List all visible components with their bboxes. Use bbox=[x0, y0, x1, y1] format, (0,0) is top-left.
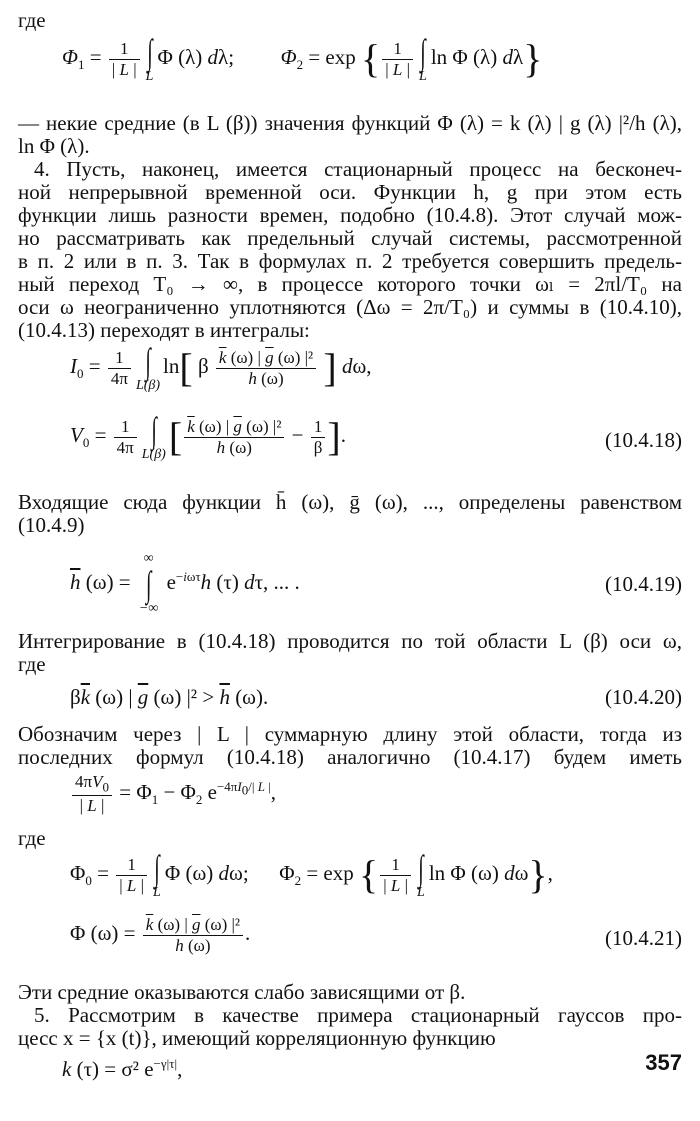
paragraph-line: где bbox=[18, 652, 46, 676]
paragraph-line: 4. Пусть, наконец, имеется стационарный процесс на бесконеч- bbox=[34, 157, 682, 181]
paragraph-line: оси ω неограниченно уплотняются (Δω = 2π/T₀) и суммы в (10.4.10), bbox=[18, 295, 682, 319]
paragraph-line: Интегрирование в (10.4.18) проводится по той области L (β) оси ω, bbox=[18, 629, 682, 653]
equation-number: (10.4.18) bbox=[605, 428, 682, 452]
paragraph-line: функции лишь разности времен, подобно (10.4.8). Этот случай мож- bbox=[18, 203, 682, 227]
equation-phi-means: $\Phi_1$ = $\frac{1}{| L |}$ ∫ L Φ (λ) dλ; $\Phi_2 = \exp$ { $\frac{1}{| L |}$ ∫ L ln Φ (λ) dλ} bbox=[62, 32, 543, 84]
equation-I0: $I_0$ = $\frac{1}{4\pi}$ ∫ L(β) ln[ β $\frac{\overline{k} (\omega) | \overline{g} (\omega) |^2}{\overline{h} (\omega)}$ ] dω, bbox=[70, 341, 372, 393]
equation-V0: $V_0$ = $\frac{1}{4\pi}$ ∫ L(β) [ $\frac{\overline{k} (\omega) | \overline{g} (\omega) |^2}{\overline{h} (\omega)}$ − $\frac{1}{\beta}$ ]. bbox=[70, 410, 346, 462]
equation-number: (10.4.20) bbox=[605, 685, 682, 709]
paragraph-line: Эти средние оказываются слабо зависящими от β. bbox=[18, 980, 466, 1004]
equation-phi0-phi2: $\Phi_0$ = $\frac{1}{| L |}$ ∫ L Φ (ω) dω; $\Phi_2 = \exp$ { $\frac{1}{| L |}$ ∫ L ln Φ (ω) dω}, bbox=[70, 848, 553, 900]
equation-number: (10.4.21) bbox=[605, 926, 682, 950]
paragraph-line: 5. Рассмотрим в качестве примера стационарный гауссов про- bbox=[34, 1003, 682, 1027]
paragraph-line: в п. 2 или в п. 3. Так в формулах п. 2 требуется совершить предель- bbox=[18, 249, 682, 273]
word-gde: где bbox=[18, 826, 46, 850]
paragraph-line: (10.4.13) переходят в интегралы: bbox=[18, 318, 310, 342]
equation-h-fourier: $\overline{h}$ (ω) = ∞ ∫ −∞ $e^{-i\omega\tau}h$ (τ) dτ, ... . bbox=[70, 551, 300, 616]
equation-phi-omega: Φ (ω) = $\frac{\overline{k} (\omega) | \overline{g} (\omega) |^2}{\overline{h} (\omega)}$ . bbox=[70, 915, 251, 955]
paragraph-line: ный переход T₀ → ∞, в процессе которого точки ωₗ = 2πl/T₀ на bbox=[18, 272, 682, 296]
word-gde: где bbox=[18, 8, 46, 32]
paragraph-line: но рассматривать как предельный случай системы, рассмотренной bbox=[18, 226, 682, 250]
paragraph-line: ной непрерывной временной оси. Функции h, g при этом есть bbox=[18, 180, 682, 204]
paragraph-line: (10.4.9) bbox=[18, 513, 85, 537]
paragraph-line: ln Φ (λ). bbox=[18, 134, 90, 158]
equation-V0-ratio: $\frac{4\pi V_0}{| L |}$ = $\Phi_1 - \Phi_2$ $e^{-4\pi I_0/| L |}$, bbox=[70, 772, 276, 816]
equation-number: (10.4.19) bbox=[605, 572, 682, 596]
equation-region-condition: $\beta\overline{k}$ (ω) | $\overline{g}$ (ω) $|^2 > \overline{h}$ (ω). bbox=[70, 685, 269, 709]
paragraph-line: — некие средние (в L (β)) значения функций Φ (λ) = k (λ) | g (λ) |²/h (λ), bbox=[18, 111, 682, 135]
paragraph-line: Обозначим через | L | суммарную длину этой области, тогда из bbox=[18, 722, 682, 746]
equation-correlation-function: k (τ) = σ² $e^{-\gamma|\tau|}$, bbox=[62, 1056, 183, 1081]
page-number: 357 bbox=[645, 1050, 682, 1076]
paragraph-line: Входящие сюда функции h̄ (ω), ḡ (ω), ..., определены равенством bbox=[18, 490, 682, 514]
paragraph-line: цесс x = {x (t)}, имеющий корреляционную функцию bbox=[18, 1026, 496, 1050]
paragraph-line: последних формул (10.4.18) аналогично (10.4.17) будем иметь bbox=[18, 745, 682, 769]
